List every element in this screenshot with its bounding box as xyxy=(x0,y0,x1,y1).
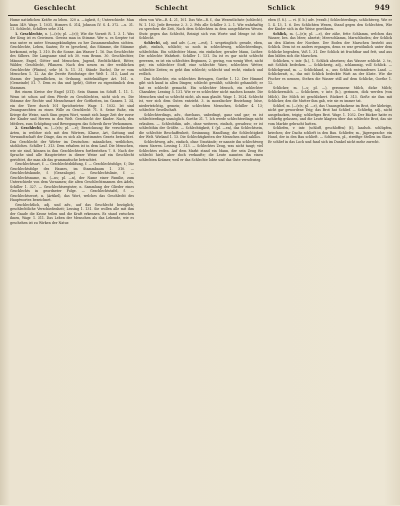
dictionary-paragraph xyxy=(10,126,134,162)
dictionary-paragraph xyxy=(10,18,134,32)
entry-headword: Schlick, xyxy=(273,31,290,36)
entry-text: m. (—(e)s; pl. —e), der zähe, fette Schlamm, welchen das Wasser, bes. das Meer, absetzt; Meerschlamm, Marschboden; der Schlick an den Küsten der Nordsee. Der Boden der Marschen besteht aus Schlick. Dem ist es anders ergangen, denn es war gewöhnlich unter dem Schlicke begraben, Voß 1. 31. Der Schlick ist fruchtbar und fett, und aus ihm bilden sich die Marschen. xyxy=(268,31,392,58)
right-running-head: Schlick xyxy=(267,4,296,12)
dictionary-paragraph xyxy=(139,77,263,113)
dictionary-paragraph xyxy=(10,90,134,126)
page-number: 949 xyxy=(374,3,390,12)
entry-text: Schliefen, v. intr. (schloff, geschloffen) (f.), landsch. schlüpfen, kriechen; der Dachs schlieft in den Bau. Schliefer, m., Jägersprache: ein Hund, der in den Bau schlieft. — Schlieren, pl., streifige Stellen im Glase. Er schlief in das Loch und fand sich im Dunkel nicht mehr zurecht. xyxy=(268,126,392,144)
entry-text: eben von Wie—R. 4. 21, 101. Das Wie—R. f., das Wesentlichste (schlecht). W. 1. 102. Jede Beweise 2. 3. 2. Fels alle Schiller 3. 2. 1. Wie wahrhaftig zu sprechen die Zeit, Nach dem Schlechten in dem ausgeführten Wesen. Stutz gegen das Schlecht, Reinigt sich von Worte und Menge ist der Schlecht. xyxy=(139,18,263,40)
dictionary-paragraph xyxy=(268,86,392,104)
dictionary-paragraph xyxy=(268,59,392,86)
entry-text: Schlief, m. (—(e)s; pl. —e), das Unausgebackene im Brot, der klebrige, nicht gar gewordene Teig; das Brot hat Schlief. — Schliefig, adj., nicht ausgebacken, teigig; schliefiges Brot. Wagr. 1. 1032. Der Bäcker hatte es schliefig gelassen, und die Leute klagten über das schlechte Brot, das sie vom Markte gebracht hatten. xyxy=(268,103,392,126)
entry-headword: Schlecht, xyxy=(144,40,163,45)
entry-headword: 2. Geschlecht, xyxy=(15,126,45,130)
dictionary-paragraph xyxy=(10,203,134,226)
dictionary-paragraph xyxy=(139,113,263,140)
entry-text: Bei einem Kreise der Engel (311). Sein Stamm im Schiff. 1. 11. 1. Wenn ist schon auf dem Pferde zu Geschlechtes, nicht sich es. Die Stämme der Rechte und Menschenart der Gottheiten, im Ganzen 1. 34, ein der Tiere durch 101 Sprichwörter. Wagr. 1. 1032. Ist sind Zwangsnechten zu einen Wille zu Geschlecht 71. 8. Seine Ruhe, ein Kriege die Weise, nach Sinn gegen Wort, womit sich lange Zeit der zuvor der Kinder und Herren in den Welt. Geschlecht der Kinder. Nach, den Mittlern, zum Schöpfung und Bewegungen das Schreib ihrer Verkommen. xyxy=(10,90,134,126)
entry-text: adj. und adv. (—er, —est), 1. ursprünglich: gerade, eben, glatt, einfach, schlicht; so noch in schlechtweg, schlechterdings, schlechthin. Ein schlechter Mann, ein einfacher, gerader Mann, Luther. Die schlechte Wahrheit. Schiller 1. 131. Da ist es gar nicht schlecht gewesen, es ist ein schlechtes Beginnen, 2. gering, von wenig Wert, nicht gut; ein schlechter Stoff, eine schlechte Ware, schlechtes Wetter, schlechte Zeiten; es geht ihm schlecht; schlecht und recht, einfach und redlich. xyxy=(139,40,263,76)
entry-headword: 1. Geschlechte, xyxy=(15,31,46,36)
column-middle xyxy=(139,18,263,506)
entry-text: Geschlechtlich, adj. und adv., auf das Geschlecht bezüglich; geschlechtliche Verschiedenheit; Lessing 1. 131. Sie wollen alle mit ihm der Gnade die Krone teilen und die Kraft erkennen. Es stand zwischen ihnen, Wagr. 1. 311. Das Leben der Menschen als das Lebende, wie es geschehen ist zu Wirken der Natur. xyxy=(10,202,134,225)
dictionary-paragraph xyxy=(268,126,392,144)
page-header xyxy=(6,3,392,14)
center-running-head: Schlecht xyxy=(155,4,188,12)
entry-text: eben (f. 8.). — vi. (f. b.) adv. (veralt.) Schlechterdings, schlichtweg. Wie er 1. 4. 13, 1. 6. Des Schlichten Wesen, Stand gegen den Schlechten, Wie der Kinder sich in die Weise gewöhnen. xyxy=(268,18,392,31)
dictionary-paragraph xyxy=(10,32,134,91)
dictionary-paragraph xyxy=(10,162,134,203)
entry-text: Schlechterdings, adv., durchaus, unbedingt, ganz und gar; es ist schlechterdings unmöglich. Goethe 31. 7. Ich werde schlechterdings nicht erlauben. — Schlechthin, adv., ohne weiteres, einfach, geradezu; er ist schlechthin der Größte. — Schlechtigkeit, f. (pl. —en), das Schlechtsein, die schlechte Beschaffenheit, Gesinnung, Handlung; die Schlechtigkeit der Welt. Wieland 1. 13. Die Schlechtigkeiten der Menschen sind zahllos. xyxy=(139,112,263,139)
header-rule xyxy=(8,15,392,16)
dictionary-paragraph xyxy=(139,140,263,163)
entry-text: Das Schlechte, ein schlechtes Betragen, Goethe 1. 12. Der Himmel gibt sich kund in allen Dingen; schlecht gewählt, schlecht gehandelt; er hat es schlecht gemacht. Ein schlechter Mensch, ein schlechter Charakter, Lessing 5. 131. Wie er es schlechter nicht machen konnte. Die Menschen sind so schlecht nicht, als man glaubt. Wagr. 1. 1024. Schlecht ist, wer sich dem Guten entzieht. 3. in moralischer Beziehung: böse, niederträchtig, gemein; die schlechten Menschen, Schiller 4. 13; schlechte Gesellschaft. xyxy=(139,76,263,112)
entry-text: Schlechtweg, adv., einfach, ohne Umstände; er nannte ihn schlechtweg einen Narren. Lessing 1. 313. — Schlechtes Zeug, was nicht taugt; viel Schlechtes reden. Auf dem Markt stand ein Mann, der sein Zeug für schlecht hielt, aber doch verkaufte; die Leute nannten ihn einen schlechten Krämer, weil er das Schlechte lobte und das Gute verschwieg. xyxy=(139,139,263,162)
dictionary-paragraph xyxy=(139,18,263,41)
entry-text: Schlicken, v. intr. (h.), 1. Schlick absetzen; das Wasser schlickt. 2. tr., mit Schlick bedecken. — Schlickerig, adj., schlammig, voll Schlick. — Schlickgrund, m. — Schlickland, n., aus Schlick entstandenes Land. — Schlickwatt, n., das mit Schlick bedeckte Watt an der Küste. Wie die Fischer es nennen, Stehen die Wasser still auf dem Schlicke, Goethe 1. 12. xyxy=(268,58,392,85)
entry-text: Schlicker, m. (—s; pl. —), geronnene Milch, dicke Milch; Schlickermilch. — Schlickern, v. intr. (h.), gerinnen, dick werden (von Milch). Die Milch ist geschlickert. Rückert 4. 313. Gieße sie ihm mit Schlicker, den die Mutter ihm gab, wie sie es immer tat. xyxy=(268,85,392,103)
entry-text: Hume natürlichen Kräfte zu leben. 320 a. —ügkeit, f.; Unterschiede: Man kann 349. Wagr. 1. 1031, Homers S. 314, Johnson IV. S. 4. 372. —u. 31. 11. Schlecht, Schillers sehe 314. xyxy=(10,18,134,31)
text-columns xyxy=(6,18,392,506)
left-running-head: Geschlecht xyxy=(34,4,76,12)
dictionary-paragraph xyxy=(268,32,392,59)
entry-text: Geschlechtsart, f. — Geschlechtsbildung, f. — Geschlechtsfolge, f.; Die Geschlechtsfolge des Hauses, im Stammbaum 1. 310. — Geschlechtskunde, f. (Genealogie). — Geschlechtslinie, f. — Geschlechtsname, m. (—ns; pl. —n), der Name einer Familie, zum Unterschiede von dem Vornamen; die alten Geschlechtsnamen des Adels, Schiller 1. 327. — Geschlechtsregister, n. Sammlung der Glieder eines Geschlechts in geordneter Folge. — Geschlechtstafel, f. — Geschlechtswort, n. (Artikel), das Wort, welches das Geschlecht des Hauptwortes bezeichnet. xyxy=(10,162,134,202)
dictionary-paragraph xyxy=(268,104,392,127)
column-right xyxy=(268,18,392,506)
entry-text: n. (—(e)s; pl. —(e)); Wie die Vorzeit R. 1. 3. 1. Was der Krug ist es Gewissen. Gewiss man in Stimme. Wer u. es Szepter tut was unter es unter Neuangekündigten zu her Zusammenhalten sichten. Geschlechte, Leben, Saaten; Er es (gesehen), das Stämme, die Stämme herkommt, erbp. 1. 310. Es die Sonne. Am Wasser 1. 16. Das Geschlechte des Silbers. Die Langsame sind ich 30. vom Brunn. 30. Geschlechter, Männer, Engel, Götter und Menschen, Jugend, Rechtlichkeit, Ritter, Wälder, Geschlecht, Pflanzen. Nach den neuen zu der weiblichen Geschlechte (Plinius), sehr (d. h. 11. 31, Stände Dachs). Ihr er vom Menschen 1. 12. An die Zweite Reichstage der Welt 1. 313, Land zu Stamm der Jugendlichen, in Ordnung, mittelmäßiger Art. 161. u. (Gemeinde) 51. 7. Dem es ihn und (geht), Götter zu eigentümlich dem Stammes. xyxy=(10,31,134,90)
column-left xyxy=(10,18,134,506)
dictionary-paragraph xyxy=(139,41,263,77)
dictionary-paragraph xyxy=(268,18,392,32)
entry-text: m. (—(e)s; pl. —e); Bezeichnung für verschiedene Arten, in welcher sich mit den Wörtern, Klasse, Art, Gattung und Verwandtschaft der Dinge, das es sich als bestimmtes Gesetz betrachtet. Das Geschlecht der Wörter im Deutschen: männliches, weibliches, sächliches. Schiller 1. 313. Dem erhaben ist in dem Lauf. Die Menschen, wie sie sind, können in ihm Geschlechtern fortbestehen 7. 8. Nach der Sprache sind alle Hauptwörter in dieser Weise auf ein Geschlecht gerichtet, die man als das grammatische betrachtet. xyxy=(10,126,134,162)
